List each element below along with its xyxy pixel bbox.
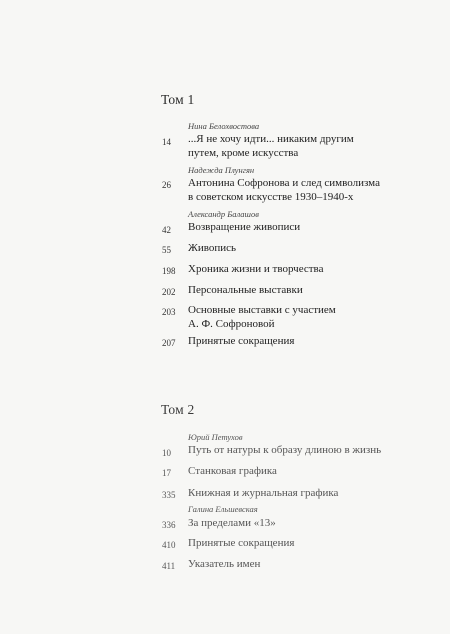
entry-title: Станковая графика	[188, 465, 277, 477]
entry-page-number: 17	[162, 468, 171, 478]
entry-title: Антонина Софронова и след символизма	[188, 177, 380, 189]
entry-title: Живопись	[188, 242, 237, 254]
entry-page-number: 203	[162, 307, 176, 317]
volume-1-heading: Том 1	[161, 92, 195, 107]
entry-author: Нина Белохвостова	[188, 121, 260, 131]
entry-title: Возвращение живописи	[188, 221, 301, 233]
entry-title-line-2: путем, кроме искусства	[188, 147, 299, 159]
entry-page-number: 335	[162, 490, 176, 500]
entry-page-number: 336	[162, 520, 176, 530]
entry-title: Принятые сокращения	[188, 537, 295, 549]
volume-2-heading: Том 2	[161, 402, 195, 417]
entry-title: Персональные выставки	[188, 284, 303, 296]
entry-title: Путь от натуры к образу длиною в жизнь	[188, 444, 382, 456]
entry-page-number: 55	[162, 245, 171, 255]
entry-author: Надежда Плунгян	[188, 165, 255, 175]
entry-title: За пределами «13»	[188, 517, 276, 529]
entry-title-line-2: в советском искусстве 1930–1940-х	[188, 191, 354, 203]
entry-title: Книжная и журнальная графика	[188, 487, 339, 499]
entry-page-number: 198	[162, 266, 176, 276]
entry-author: Юрий Петухов	[188, 432, 243, 442]
entry-page-number: 10	[162, 448, 171, 458]
entry-page-number: 411	[162, 561, 176, 571]
entry-page-number: 207	[162, 338, 176, 348]
entry-title: Принятые сокращения	[188, 335, 295, 347]
entry-title: Хроника жизни и творчества	[188, 263, 324, 275]
entry-page-number: 410	[162, 540, 176, 550]
entry-author: Александр Балашов	[188, 209, 259, 219]
entry-title-line-2: А. Ф. Софроновой	[188, 318, 275, 330]
entry-page-number: 26	[162, 180, 171, 190]
entry-page-number: 14	[162, 137, 171, 147]
entry-title: Основные выставки с участием	[188, 304, 336, 316]
entry-page-number: 42	[162, 225, 171, 235]
entry-author: Галина Ельшевская	[188, 504, 258, 514]
entry-title: Указатель имен	[188, 558, 261, 570]
entry-title: ...Я не хочу идти... никаким другим	[188, 133, 354, 145]
entry-page-number: 202	[162, 287, 176, 297]
